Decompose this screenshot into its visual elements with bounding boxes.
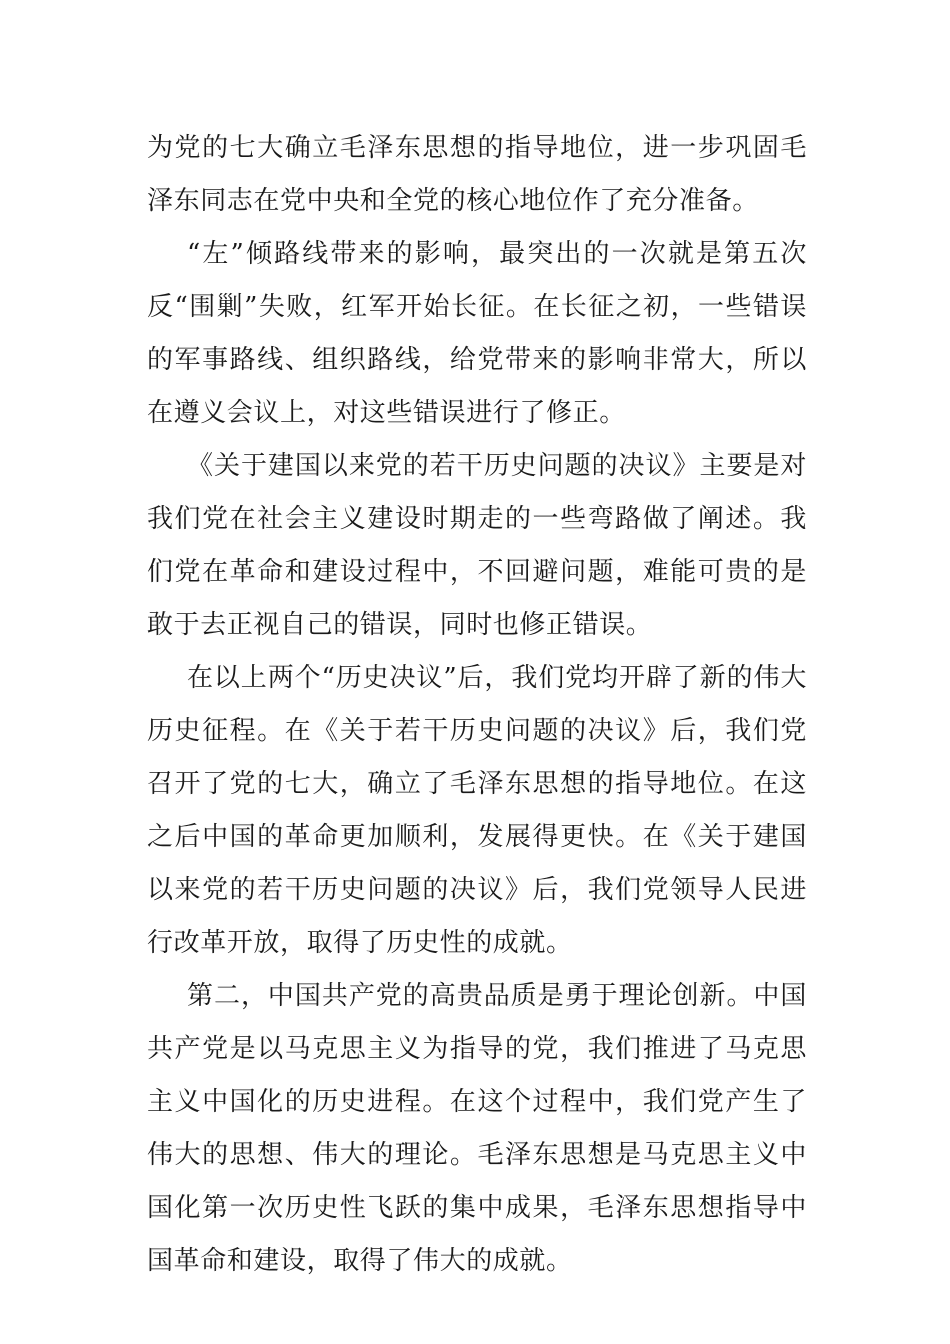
paragraph: 第二，中国共产党的高贵品质是勇于理论创新。中国共产党是以马克思主义为指导的党，我们推进了马克思主义中国化的历史进程。在这个过程中，我们党产生了伟大的思想、伟大的理论。毛泽东思想是马克思主义中国化第一次历史性飞跃的集中成果，毛泽东思想指导中国革命和建设，取得了伟大的成就。 [147,981,807,1276]
document-body [147,122,807,1288]
paragraph: 《关于建国以来党的若干历史问题的决议》主要是对我们党在社会主义建设时期走的一些弯路做了阐述。我们党在革命和建设过程中，不回避问题，难能可贵的是敢于去正视自己的错误，同时也修正错误。 [147,451,807,640]
paragraph: 在以上两个“历史决议”后，我们党均开辟了新的伟大历史征程。在《关于若干历史问题的决议》后，我们党召开了党的七大，确立了毛泽东思想的指导地位。在这之后中国的革命更加顺利，发展得更快。在《关于建国以来党的若干历史问题的决议》后，我们党领导人民进行改革开放，取得了历史性的成就。 [147,663,807,958]
paragraph-continuation: 为党的七大确立毛泽东思想的指导地位，进一步巩固毛泽东同志在党中央和全党的核心地位作了充分准备。 [147,133,807,216]
paragraph: “左”倾路线带来的影响，最突出的一次就是第五次反“围剿”失败，红军开始长征。在长征之初，一些错误的军事路线、组织路线，给党带来的影响非常大，所以在遵义会议上，对这些错误进行了修正。 [147,239,807,428]
